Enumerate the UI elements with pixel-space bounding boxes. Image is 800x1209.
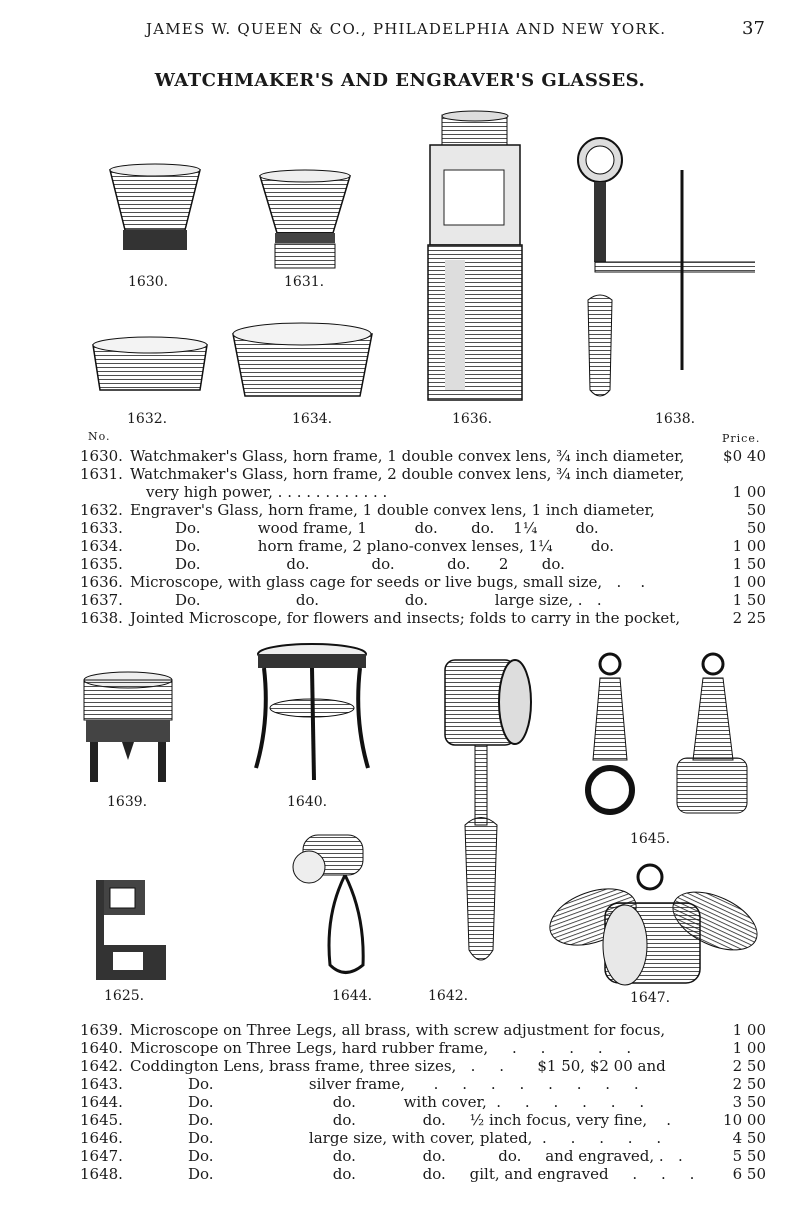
figure-caption: 1631. <box>284 274 325 290</box>
page-number: 37 <box>742 18 765 39</box>
item-description: very high power, . . . . . . . . . . . . <box>146 483 388 501</box>
item-description: Do. do. do. gilt, and engraved . . . <box>188 1165 695 1183</box>
item-description: Do. do. do. ½ inch focus, very fine, . <box>188 1111 672 1129</box>
item-description: Do. do. do. do. 2 do. <box>175 555 565 573</box>
figure-caption: 1636. <box>452 411 493 427</box>
item-price: 50 <box>746 519 766 537</box>
figure-caption: 1639. <box>107 794 148 810</box>
watchmaker-glass-1630-illustration <box>100 160 210 260</box>
item-description: Do. silver frame, . . . . . . . . <box>188 1075 639 1093</box>
item-number: 1634. <box>80 537 123 555</box>
item-description: Do. do. do. large size, . . <box>175 591 602 609</box>
item-number: 1636. <box>80 573 123 591</box>
figure-caption: 1642. <box>428 988 469 1004</box>
three-leg-microscope-1639-illustration <box>78 670 178 790</box>
item-description: Do. do. with cover, . . . . . . <box>188 1093 645 1111</box>
item-number: 1639. <box>80 1021 123 1039</box>
item-description: Engraver's Glass, horn frame, 1 double convex lens, 1 inch diameter, <box>130 501 655 519</box>
column-header-price: Price. <box>722 432 761 445</box>
item-number: 1644. <box>80 1093 123 1111</box>
item-price: 2 50 <box>732 1057 766 1075</box>
item-description: Microscope on Three Legs, all brass, with screw adjustment for focus, <box>130 1021 666 1039</box>
item-number: 1637. <box>80 591 123 609</box>
item-price: 1 00 <box>732 483 766 501</box>
figure-caption: 1630. <box>128 274 169 290</box>
engraver-glass-1632-illustration <box>90 335 210 400</box>
item-price: 3 50 <box>732 1093 766 1111</box>
item-number: 1632. <box>80 501 123 519</box>
item-price: $0 40 <box>723 447 766 465</box>
item-description: Do. do. do. do. and engraved, . . <box>188 1147 683 1165</box>
item-description: Do. wood frame, 1 do. do. 1¼ do. <box>175 519 599 537</box>
page-header: JAMES W. QUEEN & CO., PHILADELPHIA AND NEW YORK. <box>146 20 667 38</box>
figure-caption: 1640. <box>287 794 328 810</box>
item-price: 1 00 <box>732 537 766 555</box>
figure-caption: 1625. <box>104 988 145 1004</box>
seed-microscope-1636-illustration <box>420 110 530 405</box>
figure-caption: 1644. <box>332 988 373 1004</box>
item-number: 1633. <box>80 519 123 537</box>
figure-caption: 1645. <box>630 831 671 847</box>
coddington-lens-1642-illustration <box>435 650 545 985</box>
item-number: 1631. <box>80 465 123 483</box>
engraved-lens-1647-illustration <box>545 855 760 990</box>
linen-tester-1625-illustration <box>78 870 168 985</box>
three-leg-microscope-1640-illustration <box>250 640 375 790</box>
item-number: 1643. <box>80 1075 123 1093</box>
column-header-no: No. <box>88 430 111 443</box>
figure-caption: 1647. <box>630 990 671 1006</box>
engraver-glass-1634-illustration <box>230 320 375 405</box>
item-price: 2 25 <box>732 609 766 627</box>
page-title: WATCHMAKER'S AND ENGRAVER'S GLASSES. <box>154 70 646 91</box>
item-price: 4 50 <box>732 1129 766 1147</box>
item-description: Coddington Lens, brass frame, three sizes, . . $1 50, $2 00 and <box>130 1057 666 1075</box>
item-price: 50 <box>746 501 766 519</box>
item-price: 5 50 <box>732 1147 766 1165</box>
item-number: 1647. <box>80 1147 123 1165</box>
figure-caption: 1634. <box>292 411 333 427</box>
watchmaker-glass-1631-illustration <box>255 168 355 273</box>
item-number: 1638. <box>80 609 123 627</box>
table-row <box>0 609 800 631</box>
item-number: 1648. <box>80 1165 123 1183</box>
item-number: 1645. <box>80 1111 123 1129</box>
item-price: 2 50 <box>732 1075 766 1093</box>
item-number: 1630. <box>80 447 123 465</box>
item-description: Jointed Microscope, for flowers and insects; folds to carry in the pocket, <box>130 609 681 627</box>
item-description: Microscope on Three Legs, hard rubber frame, . . . . . <box>130 1039 632 1057</box>
item-price: 1 00 <box>732 1021 766 1039</box>
item-price: 10 00 <box>723 1111 766 1129</box>
item-price: 1 00 <box>732 573 766 591</box>
item-number: 1640. <box>80 1039 123 1057</box>
item-price: 6 50 <box>732 1165 766 1183</box>
item-price: 1 50 <box>732 555 766 573</box>
item-number: 1646. <box>80 1129 123 1147</box>
item-description: Microscope, with glass cage for seeds or live bugs, small size, . . <box>130 573 646 591</box>
item-description: Do. horn frame, 2 plano-convex lenses, 1¼ do. <box>175 537 614 555</box>
coddington-lens-1644-illustration <box>285 825 375 990</box>
item-price: 1 50 <box>732 591 766 609</box>
folding-lens-1645-illustration <box>565 650 755 825</box>
item-description: Watchmaker's Glass, horn frame, 2 double convex lens, ¾ inch diameter, <box>130 465 685 483</box>
item-description: Watchmaker's Glass, horn frame, 1 double convex lens, ¾ inch diameter, <box>130 447 685 465</box>
table-row <box>0 1165 800 1187</box>
item-description: Do. large size, with cover, plated, . . . . . <box>188 1129 662 1147</box>
item-number: 1642. <box>80 1057 123 1075</box>
item-number: 1635. <box>80 555 123 573</box>
figure-caption: 1638. <box>655 411 696 427</box>
item-price: 1 00 <box>732 1039 766 1057</box>
figure-caption: 1632. <box>127 411 168 427</box>
jointed-microscope-1638-illustration <box>570 130 755 405</box>
